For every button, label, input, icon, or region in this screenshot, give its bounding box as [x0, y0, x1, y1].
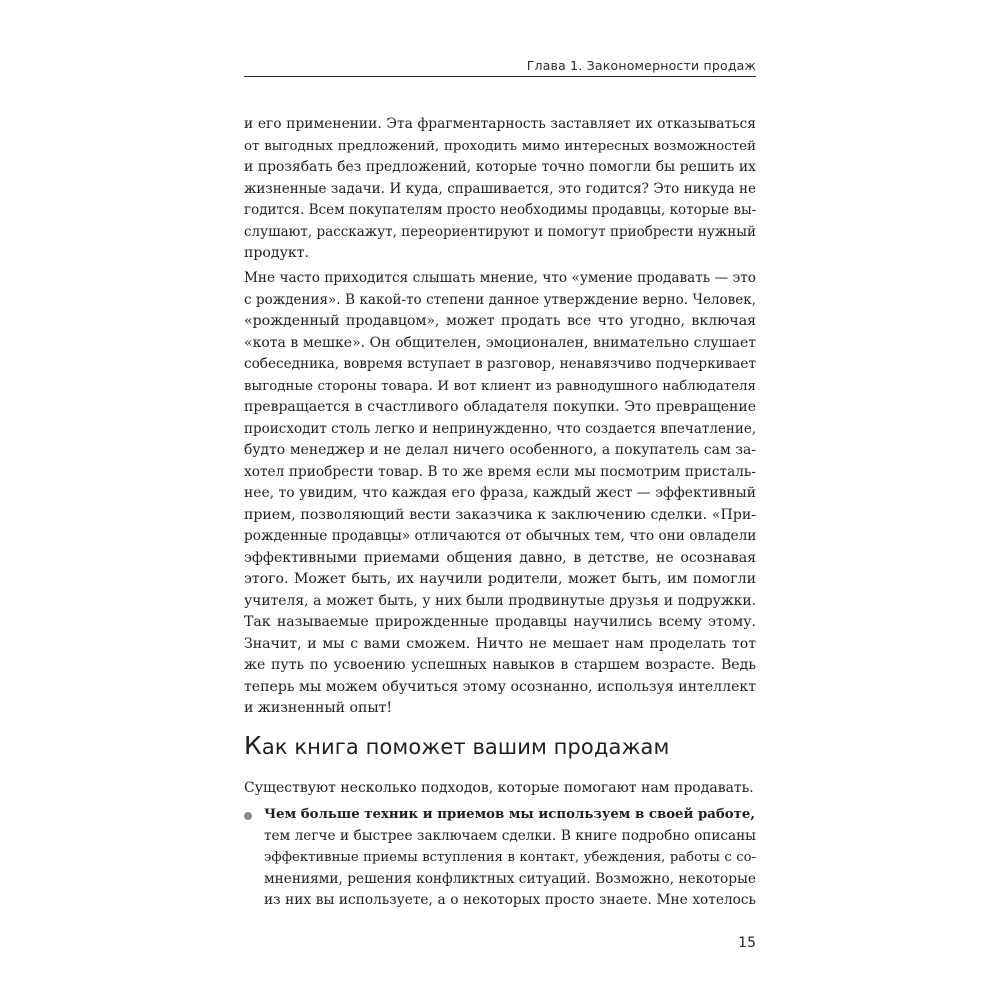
text-line: годится. Всем покупателям просто необходимы продавцы, которые вы- — [244, 202, 757, 218]
header-rule — [244, 76, 756, 77]
text-line: теперь мы можем обучиться этому осознанно, используя интеллект — [244, 678, 757, 695]
text-line: от выгодных предложений, проходить мимо интересных возможностей — [244, 138, 756, 154]
text-line: Так называемые прирожденные продавцы научились всему этому. — [244, 614, 756, 630]
text-line: мнениями, решения конфликтных ситуаций. Возможно, некоторые — [264, 870, 757, 887]
text-line: и жизненный опыт! — [244, 700, 393, 716]
text-line: продукт. — [244, 245, 309, 261]
text-line: рожденные продавцы» отличаются от обычных тем, что они овладели — [244, 528, 757, 544]
text-line: жизненные задачи. И куда, спрашивается, это годится? Это никуда не — [244, 180, 756, 197]
text-line: прием, позволяющий вести заказчика к заключению сделки. «При- — [244, 506, 756, 523]
text-line: учителя, а может быть, у них были продвинутые друзья и подружки. — [244, 592, 756, 609]
text-line: «кота в мешке». Он общителен, эмоционален, внимательно слушает — [244, 334, 756, 351]
text-line: собеседника, вовремя вступает в разговор, ненавязчиво подчеркивает — [244, 356, 756, 372]
text-line: Значит, и мы с вами сможем. Ничто не мешает нам проделать тот — [244, 635, 756, 652]
text-line: будто менеджер и не делал ничего особенного, а покупатель сам за- — [244, 442, 756, 458]
bullet-text — [264, 804, 756, 912]
text-line: нее, то увидим, что каждая его фраза, каждый жест — эффективный — [244, 485, 756, 501]
heading-initial: К — [244, 731, 262, 760]
text-line: превращается в счастливого обладателя покупки. Это превращение — [244, 399, 756, 415]
text-line: выгодные стороны товара. И вот клиент из равнодушного наблюдателя — [244, 378, 756, 394]
text-line: и его применении. Эта фрагментарность заставляет их отказываться — [244, 116, 756, 132]
text-line: эффективными приемами общения давно, в детстве, не осознавая — [244, 549, 756, 566]
text-line: Мне часто приходится слышать мнение, что «умение продавать — это — [244, 270, 756, 286]
text-line: и прозябать без предложений, которые точно помогли бы решить их — [244, 159, 756, 175]
text-line: «рожденный продавцом», может продать все что угодно, включая — [244, 313, 756, 329]
text-line: тем легче и быстрее заключаем сделки. В книге подробно описаны — [264, 827, 756, 844]
text-line: происходит столь легко и непринужденно, что создается впечатление, — [244, 420, 757, 437]
text-line: этого. Может быть, их научили родители, может быть, им помогли — [244, 571, 756, 587]
text-line: с рождения». В какой-то степени данное утверждение верно. Человек, — [244, 291, 756, 308]
paragraph-2 — [244, 268, 756, 720]
section-heading — [244, 730, 756, 763]
text-line: слушают, расскажут, переориентируют и помогут приобрести нужный — [244, 223, 756, 240]
text-line: же путь по усвоению успешных навыков в старшем возрасте. Ведь — [244, 657, 756, 673]
text-line: эффективные приемы вступления в контакт, убеждения, работы с со- — [264, 850, 756, 865]
heading-rest: ак книга поможет вашим продажам — [261, 735, 670, 759]
bullet-lead: Чем больше техник и приемов мы используем в своей работе, — [264, 807, 755, 822]
text-line: хотел приобрести товар. В то же время если мы посмотрим присталь- — [244, 463, 756, 480]
text-line: из них вы используете, а о некоторых просто знаете. Мне хотелось — [264, 892, 756, 908]
page-number: 15 — [738, 935, 756, 951]
paragraph-1 — [244, 114, 756, 265]
intro-paragraph — [244, 778, 756, 800]
text-line: Существуют несколько подходов, которые помогают нам продавать. — [244, 780, 754, 796]
running-head: Глава 1. Закономерности продаж — [526, 58, 756, 73]
bullet-dot-icon — [244, 812, 252, 820]
